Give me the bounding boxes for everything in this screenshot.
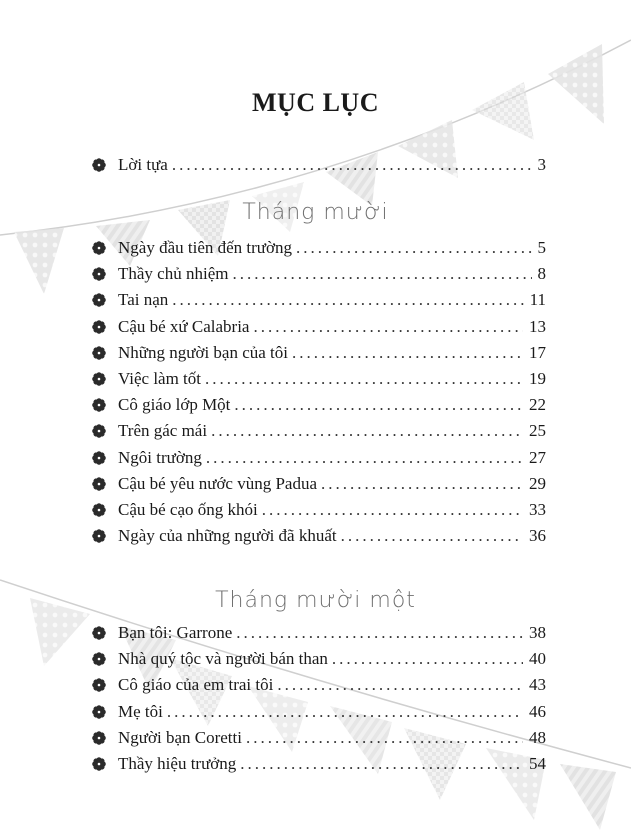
toc-entry-label: Thầy chủ nhiệm <box>118 264 229 283</box>
dot-leader <box>167 700 523 724</box>
toc-entry-page-number: 13 <box>529 317 546 336</box>
flower-bullet-icon <box>92 477 118 491</box>
toc-entry-page-number: 38 <box>529 623 546 642</box>
toc-entry-label: Ngày của những người đã khuất <box>118 526 337 545</box>
dot-leader <box>172 288 523 312</box>
flower-bullet-icon <box>92 626 118 640</box>
dot-leader <box>253 315 523 339</box>
toc-entry-label: Người bạn Coretti <box>118 728 242 747</box>
toc-entry-page-number: 3 <box>537 155 546 174</box>
toc-entry-page-number: 22 <box>529 395 546 414</box>
toc-entry-label: Cô giáo của em trai tôi <box>118 675 274 694</box>
section-heading: Tháng mười <box>242 200 389 225</box>
toc-entry-page-number: 17 <box>529 343 546 362</box>
toc-entry-label: Lời tựa <box>118 155 168 174</box>
dot-leader <box>240 752 523 776</box>
toc-entry-page-number: 27 <box>529 448 546 467</box>
toc-entry-label: Cậu bé cạo ống khói <box>118 500 258 519</box>
toc-entry-s1-1[interactable] <box>92 647 546 671</box>
toc-entry-s0-0[interactable] <box>92 236 546 260</box>
toc-entry-s0-1[interactable] <box>92 262 546 286</box>
toc-entry-page-number: 46 <box>529 702 546 721</box>
flower-bullet-icon <box>92 346 118 360</box>
dot-leader <box>332 647 523 671</box>
toc-entry-s0-2[interactable] <box>92 288 546 312</box>
toc-entry-label: Ngày đầu tiên đến trường <box>118 238 292 257</box>
toc-entry-label: Thầy hiệu trưởng <box>118 754 237 773</box>
toc-entry-s0-8[interactable] <box>92 446 546 470</box>
toc-entry-label: Cô giáo lớp Một <box>118 395 231 414</box>
toc-entry-s1-4[interactable] <box>92 726 546 750</box>
toc-entry-page-number: 54 <box>529 754 546 773</box>
toc-entry-page-number: 33 <box>529 500 546 519</box>
flower-bullet-icon <box>92 398 118 412</box>
toc-entry-s0-5[interactable] <box>92 367 546 391</box>
toc-entry-label: Việc làm tốt <box>118 369 202 388</box>
dot-leader <box>172 153 532 177</box>
dot-leader <box>236 621 523 645</box>
dot-leader <box>321 472 523 496</box>
toc-entry-page-number: 19 <box>529 369 546 388</box>
toc-entry-s0-11[interactable] <box>92 524 546 548</box>
section-heading: Tháng mười một <box>215 588 416 613</box>
toc-entry-s1-0[interactable] <box>92 621 546 645</box>
toc-entry-preface[interactable] <box>92 153 546 177</box>
toc-entry-label: Nhà quý tộc và người bán than <box>118 649 328 668</box>
toc-entry-page-number: 43 <box>529 675 546 694</box>
toc-entry-label: Cậu bé xứ Calabria <box>118 317 250 336</box>
toc-entry-page-number: 25 <box>529 421 546 440</box>
toc-entry-label: Bạn tôi: Garrone <box>118 623 233 642</box>
toc-entry-s0-4[interactable] <box>92 341 546 365</box>
toc-entry-label: Trên gác mái <box>118 421 208 440</box>
flower-bullet-icon <box>92 503 118 517</box>
dot-leader <box>341 524 523 548</box>
toc-entry-s0-3[interactable] <box>92 315 546 339</box>
page-title: MỤC LỤC <box>252 88 379 117</box>
dot-leader <box>262 498 523 522</box>
toc-entry-page-number: 48 <box>529 728 546 747</box>
toc-entry-s0-6[interactable] <box>92 393 546 417</box>
flower-bullet-icon <box>92 652 118 666</box>
dot-leader <box>234 393 523 417</box>
flower-bullet-icon <box>92 757 118 771</box>
flower-bullet-icon <box>92 451 118 465</box>
toc-entry-label: Mẹ tôi <box>118 702 163 721</box>
toc-entry-s0-10[interactable] <box>92 498 546 522</box>
toc-entry-page-number: 29 <box>529 474 546 493</box>
toc-entry-s1-2[interactable] <box>92 673 546 697</box>
dot-leader <box>205 367 523 391</box>
toc-entry-label: Tai nạn <box>118 290 169 309</box>
dot-leader <box>296 236 532 260</box>
toc-entry-page-number: 5 <box>537 238 546 257</box>
flower-bullet-icon <box>92 320 118 334</box>
dot-leader <box>246 726 523 750</box>
toc-entry-s0-9[interactable] <box>92 472 546 496</box>
toc-entry-page-number: 11 <box>529 290 546 309</box>
dot-leader <box>292 341 523 365</box>
flower-bullet-icon <box>92 731 118 745</box>
toc-entry-s0-7[interactable] <box>92 419 546 443</box>
flower-bullet-icon <box>92 529 118 543</box>
toc-entry-page-number: 40 <box>529 649 546 668</box>
flower-bullet-icon <box>92 372 118 386</box>
dot-leader <box>277 673 523 697</box>
flower-bullet-icon <box>92 241 118 255</box>
toc-entry-s1-5[interactable] <box>92 752 546 776</box>
flower-bullet-icon <box>92 293 118 307</box>
dot-leader <box>211 419 523 443</box>
dot-leader <box>232 262 531 286</box>
toc-entry-label: Những người bạn của tôi <box>118 343 288 362</box>
flower-bullet-icon <box>92 678 118 692</box>
flower-bullet-icon <box>92 705 118 719</box>
flower-bullet-icon <box>92 267 118 281</box>
dot-leader <box>206 446 523 470</box>
flower-bullet-icon <box>92 158 118 172</box>
toc-entry-page-number: 8 <box>537 264 546 283</box>
toc-entry-page-number: 36 <box>529 526 546 545</box>
toc-entry-label: Cậu bé yêu nước vùng Padua <box>118 474 318 493</box>
toc-entry-label: Ngôi trường <box>118 448 202 467</box>
flower-bullet-icon <box>92 424 118 438</box>
toc-entry-s1-3[interactable] <box>92 700 546 724</box>
